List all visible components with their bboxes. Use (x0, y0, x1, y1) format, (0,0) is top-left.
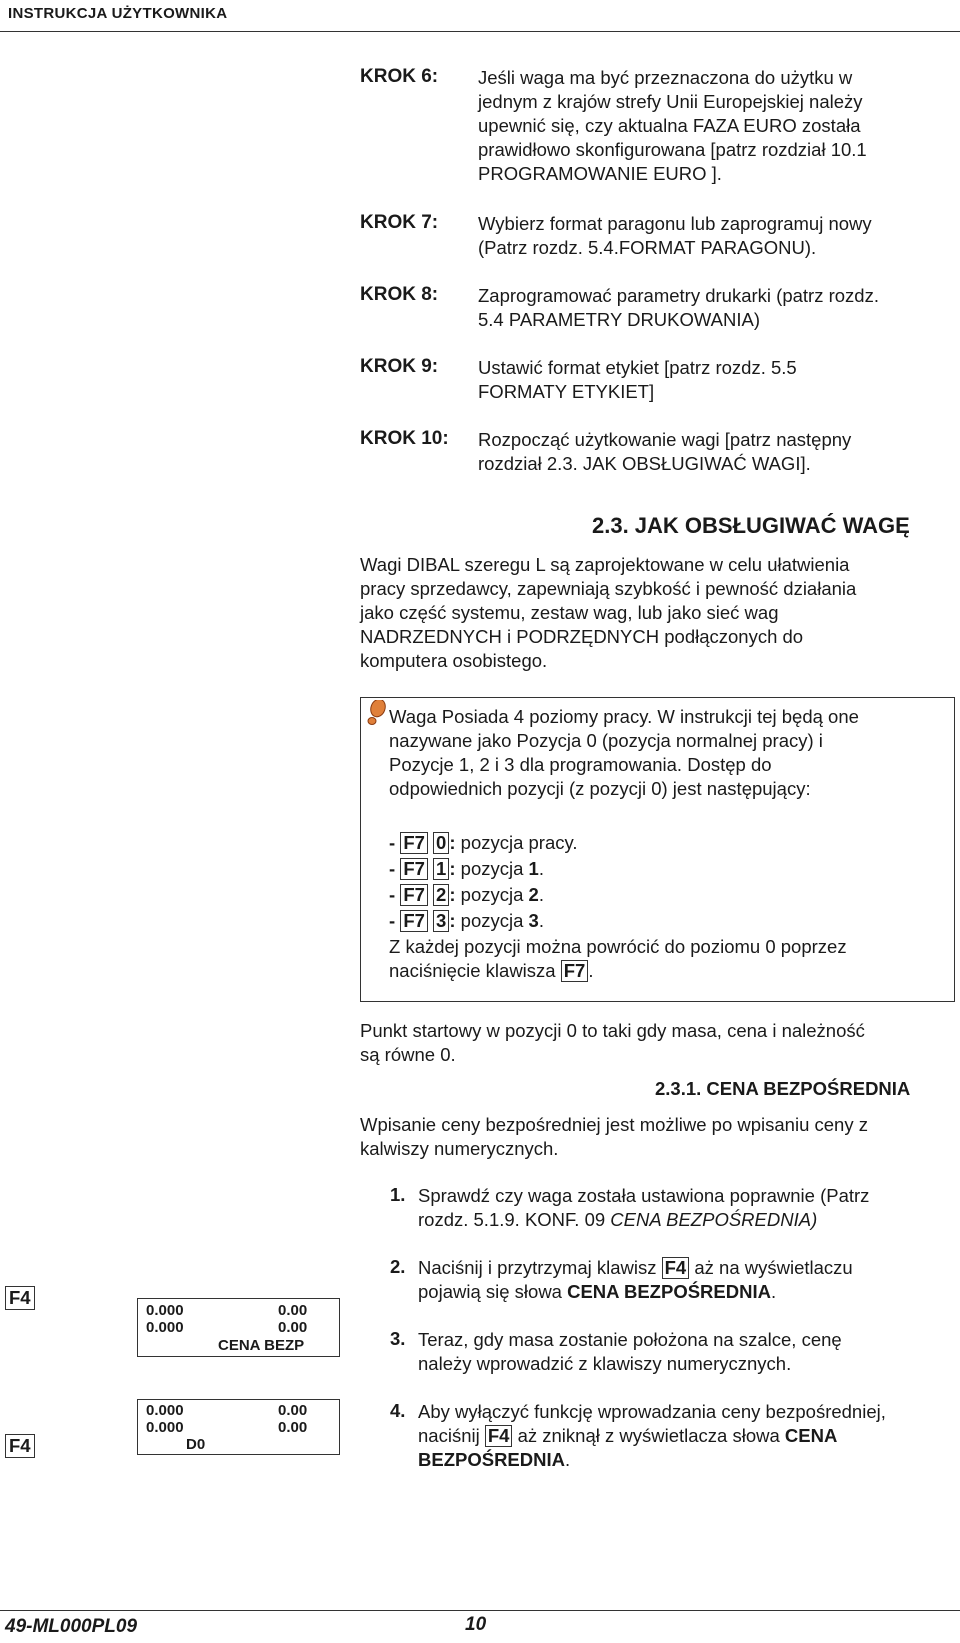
step-text: Teraz, gdy masa zostanie położona na szalce, cenę należy wprowadzić z klawiszy numerycznych. (418, 1329, 842, 1374)
step-label: KROK 9: (360, 356, 439, 377)
step-text: Wybierz format paragonu lub zaprogramuj nowy (Patrz rozdz. 5.4.FORMAT PARAGONU). (478, 213, 872, 258)
step-label: KROK 6: (360, 66, 439, 87)
page-number: 10 (465, 1614, 487, 1635)
subsection-intro: Wpisanie ceny bezpośredniej jest możliwe po wpisaniu ceny z kalwiszy numerycznych. (360, 1114, 868, 1159)
step-text: Naciśnij i przytrzymaj klawisz F4 aż na wyświetlaczu pojawią się słowa CENA BEZPOŚREDNIA. (418, 1257, 853, 1302)
display-price: 0.00 (278, 1302, 308, 1319)
list-item: - F7 0 : pozycja pracy. (389, 832, 578, 853)
key-digit: 1 (433, 858, 449, 880)
step-number: 3. (390, 1328, 406, 1349)
key-f4: F4 (662, 1257, 690, 1279)
display-weight: 0.000 (146, 1419, 184, 1436)
note-text: Waga Posiada 4 poziomy pracy. W instrukcji tej będą one nazywane jako Pozycja 0 (pozycja normalnej pracy) i Pozycje 1, 2 i 3 dla programowania. Dostęp do odpowiednich pozycji (z pozycji 0) jest następujący: (389, 706, 859, 799)
display-weight: 0.000 (146, 1319, 184, 1336)
key-digit: 2 (433, 884, 449, 906)
key-f4: F4 (5, 1286, 35, 1310)
key-f7: F7 (400, 858, 428, 880)
step-number: 4. (390, 1400, 406, 1421)
key-f7: F7 (400, 910, 428, 932)
display-price: 0.00 (278, 1419, 308, 1436)
step-text: Aby wyłączyć funkcję wprowadzania ceny bezpośredniej, naciśnij F4 aż zniknął z wyświetlacza słowa CENA BEZPOŚREDNIA. (418, 1401, 886, 1470)
level-list (389, 831, 847, 983)
exclamation-icon (366, 700, 388, 731)
list-item: - F7 1 : pozycja 1. (389, 858, 544, 879)
start-point-text: Punkt startowy w pozycji 0 to taki gdy masa, cena i należność są równe 0. (360, 1020, 865, 1065)
key-f4: F4 (485, 1425, 513, 1447)
return-line: naciśnięcie klawisza F7 . (389, 960, 594, 981)
step-text: Jeśli waga ma być przeznaczona do użytku w jednym z krajów strefy Unii Europejskiej należy upewnić się, czy aktualna FAZA EURO została prawidłowo skonfigurowana [patrz rozdział 10.1 PROGRAMOWANIE EURO ]. (478, 67, 867, 184)
subsection-title: 2.3.1. CENA BEZPOŚREDNIA (655, 1078, 911, 1099)
display-weight: 0.000 (146, 1402, 184, 1419)
key-f7: F7 (400, 832, 428, 854)
section-title: 2.3. JAK OBSŁUGIWAĆ WAGĘ (592, 513, 910, 538)
step-text: Zaprogramować parametry drukarki (patrz rozdz. 5.4 PARAMETRY DRUKOWANIA) (478, 285, 879, 330)
document-code: 49-ML000PL09 (5, 1616, 138, 1637)
step-label: KROK 10: (360, 428, 449, 449)
scale-display (137, 1399, 340, 1455)
step-number: 2. (390, 1256, 406, 1277)
display-message: CENA BEZP (218, 1337, 305, 1354)
step-text: Sprawdź czy waga została ustawiona poprawnie (Patrz rozdz. 5.1.9. KONF. 09 CENA BEZPOŚREDNIA) (418, 1185, 870, 1230)
step-label: KROK 7: (360, 212, 439, 233)
return-line: Z każdej pozycji można powrócić do poziomu 0 poprzez (389, 936, 847, 957)
scale-display (137, 1298, 340, 1357)
display-price: 0.00 (278, 1402, 308, 1419)
step-text: Rozpocząć użytkowanie wagi [patrz następny rozdział 2.3. JAK OBSŁUGIWAĆ WAGI]. (478, 429, 852, 474)
display-weight: 0.000 (146, 1302, 184, 1319)
document-header: INSTRUKCJA UŻYTKOWNIKA (8, 5, 228, 22)
key-digit: 0 (433, 832, 449, 854)
key-f7: F7 (561, 960, 589, 982)
key-f7: F7 (400, 884, 428, 906)
display-price: 0.00 (278, 1319, 308, 1336)
header-rule (0, 31, 960, 32)
step-text: Ustawić format etykiet [patrz rozdz. 5.5 FORMATY ETYKIET] (478, 357, 797, 402)
display-message: D0 (186, 1436, 206, 1453)
footer-rule (0, 1610, 960, 1611)
section-intro: Wagi DIBAL szeregu L są zaprojektowane w celu ułatwienia pracy sprzedawcy, zapewniają szybkość i pewność działania jako część systemu, zestaw wag, lub jako sieć wag NADRZEDNYCH i PODRZĘDNYCH podłączonych do komputera osobistego. (360, 554, 857, 671)
step-label: KROK 8: (360, 284, 439, 305)
step-number: 1. (390, 1184, 406, 1205)
list-item: - F7 3 : pozycja 3. (389, 910, 544, 931)
key-digit: 3 (433, 910, 449, 932)
list-item: - F7 2 : pozycja 2. (389, 884, 544, 905)
key-f4: F4 (5, 1434, 35, 1458)
